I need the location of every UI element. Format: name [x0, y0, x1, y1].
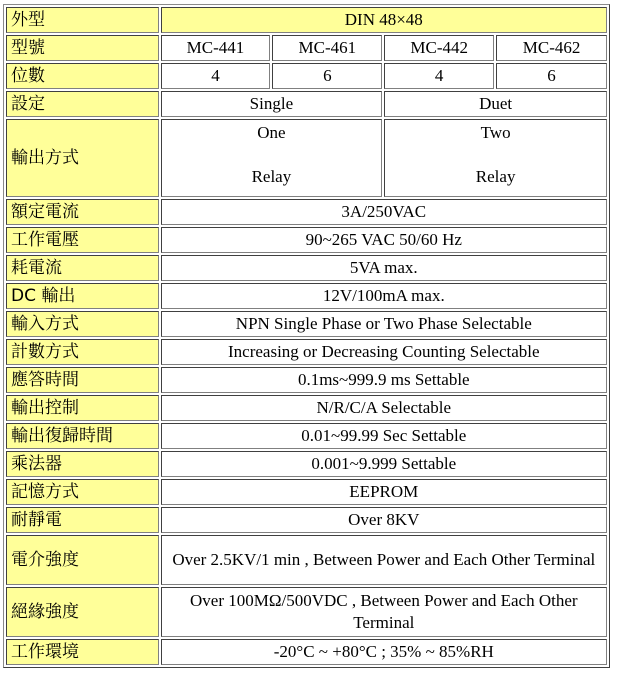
power-consumption-label: 耗電流	[6, 255, 159, 281]
output-control-value: N/R/C/A Selectable	[161, 395, 607, 421]
dielectric-strength-value: Over 2.5KV/1 min , Between Power and Each Other Terminal	[161, 535, 607, 585]
row-output-control	[6, 395, 607, 421]
working-voltage-label: 工作電壓	[6, 227, 159, 253]
output-reset-time-label: 輸出復歸時間	[6, 423, 159, 449]
insulation-resistance-value: Over 100MΩ/500VDC , Between Power and Each Other Terminal	[161, 587, 607, 637]
digits-label: 位數	[6, 63, 159, 89]
row-working-voltage	[6, 227, 607, 253]
multiplier-label: 乘法器	[6, 451, 159, 477]
count-mode-label: 計數方式	[6, 339, 159, 365]
digits-value: 6	[272, 63, 382, 89]
row-environment	[6, 639, 607, 665]
row-output-reset-time	[6, 423, 607, 449]
row-dielectric-strength	[6, 535, 607, 585]
output-mode-value	[161, 119, 383, 197]
model-value: MC-441	[161, 35, 271, 61]
response-time-value: 0.1ms~999.9 ms Settable	[161, 367, 607, 393]
memory-label: 記憶方式	[6, 479, 159, 505]
working-voltage-value: 90~265 VAC 50/60 Hz	[161, 227, 607, 253]
row-digits	[6, 63, 607, 89]
output-mode-count: One	[257, 123, 286, 142]
model-value: MC-461	[272, 35, 382, 61]
memory-value: EEPROM	[161, 479, 607, 505]
housing-value: DIN 48×48	[161, 7, 607, 33]
input-mode-label: 輸入方式	[6, 311, 159, 337]
row-count-mode	[6, 339, 607, 365]
environment-value: -20°C ~ +80°C ; 35% ~ 85%RH	[161, 639, 607, 665]
digits-value: 4	[161, 63, 271, 89]
row-dc-output	[6, 283, 607, 309]
output-mode-type: Relay	[475, 167, 516, 186]
row-model	[6, 35, 607, 61]
static-resistance-label: 耐靜電	[6, 507, 159, 533]
row-housing	[6, 7, 607, 33]
input-mode-value: NPN Single Phase or Two Phase Selectable	[161, 311, 607, 337]
output-mode-value	[384, 119, 607, 197]
output-control-label: 輸出控制	[6, 395, 159, 421]
setting-label: 設定	[6, 91, 159, 117]
digits-value: 4	[384, 63, 494, 89]
model-label: 型號	[6, 35, 159, 61]
row-memory	[6, 479, 607, 505]
digits-value: 6	[496, 63, 607, 89]
response-time-label: 應答時間	[6, 367, 159, 393]
row-response-time	[6, 367, 607, 393]
row-output-mode	[6, 119, 607, 197]
dielectric-strength-label: 電介強度	[6, 535, 159, 585]
row-setting	[6, 91, 607, 117]
output-mode-label: 輸出方式	[6, 119, 159, 197]
environment-label: 工作環境	[6, 639, 159, 665]
setting-value: Single	[161, 91, 383, 117]
count-mode-value: Increasing or Decreasing Counting Selectable	[161, 339, 607, 365]
dc-output-value: 12V/100mA max.	[161, 283, 607, 309]
static-resistance-value: Over 8KV	[161, 507, 607, 533]
row-power-consumption	[6, 255, 607, 281]
dc-output-label: DC 輸出	[6, 283, 159, 309]
rated-current-label: 額定電流	[6, 199, 159, 225]
output-mode-count: Two	[480, 123, 511, 142]
row-insulation-resistance	[6, 587, 607, 637]
row-static-resistance	[6, 507, 607, 533]
multiplier-value: 0.001~9.999 Settable	[161, 451, 607, 477]
row-rated-current	[6, 199, 607, 225]
row-multiplier	[6, 451, 607, 477]
spec-table	[3, 4, 610, 668]
setting-value: Duet	[384, 91, 607, 117]
row-input-mode	[6, 311, 607, 337]
model-value: MC-442	[384, 35, 494, 61]
output-reset-time-value: 0.01~99.99 Sec Settable	[161, 423, 607, 449]
power-consumption-value: 5VA max.	[161, 255, 607, 281]
output-mode-type: Relay	[251, 167, 292, 186]
model-value: MC-462	[496, 35, 607, 61]
housing-label: 外型	[6, 7, 159, 33]
rated-current-value: 3A/250VAC	[161, 199, 607, 225]
insulation-resistance-label: 絕緣強度	[6, 587, 159, 637]
